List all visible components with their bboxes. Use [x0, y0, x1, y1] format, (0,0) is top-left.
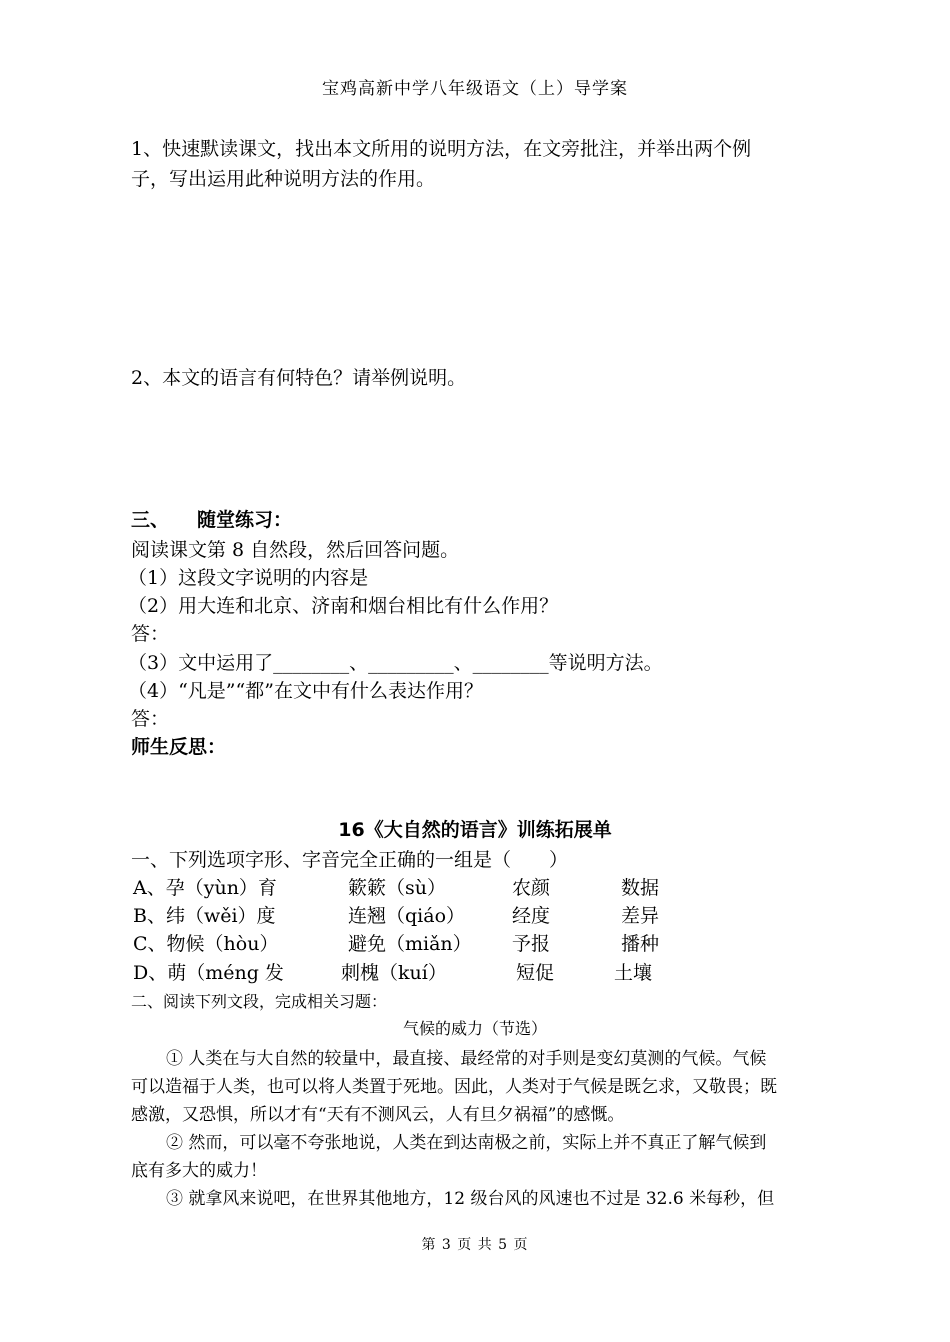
option-d-word-1: D、萌（méng 发 [133, 962, 284, 984]
answer-label-1: 答： [131, 623, 170, 645]
option-a-word-4: 数据 [621, 877, 660, 899]
option-b-word-3: 经度 [512, 905, 551, 927]
worksheet-title: 16《大自然的语言》训练拓展单 [338, 819, 612, 841]
part-2-instruction: 二、阅读下列文段，完成相关习题： [131, 992, 388, 1011]
practice-question-4: （4）“凡是”“都”在文中有什么表达作用？ [128, 680, 483, 702]
practice-question-1: （1）这段文字说明的内容是 [128, 567, 369, 589]
section-3-title: 随堂练习： [197, 509, 293, 531]
passage-paragraph-1-line-3: 感激，又恐惧，所以才有“天有不测风云，人有旦夕祸福”的感慨。 [131, 1105, 625, 1125]
passage-paragraph-1-line-1: ① 人类在与大自然的较量中，最直接、最经常的对手则是变幻莫测的气候。气候 [166, 1049, 767, 1069]
practice-question-3: （3）文中运用了________、_________、________等说明方法。 [128, 652, 663, 674]
option-a-word-1: A、孕（yùn）育 [133, 877, 277, 899]
page-header: 宝鸡高新中学八年级语文（上）导学案 [322, 79, 628, 99]
part-1-question: 一、下列选项字形、字音完全正确的一组是（ ） [131, 849, 569, 871]
option-c-word-1: C、物候（hòu） [133, 933, 279, 955]
option-d-word-4: 土壤 [614, 962, 653, 984]
reflection-heading: 师生反思： [131, 736, 227, 758]
option-b-word-1: B、纬（wěi）度 [133, 905, 276, 927]
question-1-line-1: 1、快速默读课文，找出本文所用的说明方法，在文旁批注，并举出两个例 [131, 138, 752, 160]
passage-paragraph-3-line-1: ③ 就拿风来说吧，在世界其他地方，12 级台风的风速也不过是 32.6 米每秒，但 [166, 1189, 775, 1209]
option-c-word-2: 避免（miǎn） [348, 933, 472, 955]
passage-title: 气候的威力（节选） [402, 1019, 547, 1038]
question-1-line-2: 子，写出运用此种说明方法的作用。 [131, 168, 436, 190]
practice-question-2: （2）用大连和北京、济南和烟台相比有什么作用？ [128, 595, 559, 617]
option-d-word-3: 短促 [516, 962, 555, 984]
option-b-word-2: 连翘（qiáo） [348, 905, 466, 927]
page-footer: 第 3 页 共 5 页 [421, 1237, 529, 1253]
option-c-word-4: 播种 [621, 933, 660, 955]
option-a-word-3: 农颜 [512, 877, 551, 899]
passage-paragraph-2-line-1: ② 然而，可以毫不夸张地说，人类在到达南极之前，实际上并不真正了解气候到 [166, 1133, 767, 1153]
option-a-word-2: 簌簌（sù） [348, 877, 446, 899]
section-3-number: 三、 [131, 509, 170, 531]
option-c-word-3: 予报 [512, 933, 551, 955]
question-2: 2、本文的语言有何特色？请举例说明。 [131, 367, 467, 389]
passage-paragraph-2-line-2: 底有多大的威力！ [131, 1161, 267, 1181]
option-d-word-2: 刺槐（kuí） [341, 962, 447, 984]
section-3-intro: 阅读课文第 8 自然段，然后回答问题。 [131, 539, 460, 561]
passage-paragraph-1-line-2: 可以造福于人类，也可以将人类置于死地。因此，人类对于气候是既乞求，又敬畏；既 [131, 1077, 777, 1097]
answer-label-2: 答： [131, 708, 170, 730]
option-b-word-4: 差异 [621, 905, 660, 927]
